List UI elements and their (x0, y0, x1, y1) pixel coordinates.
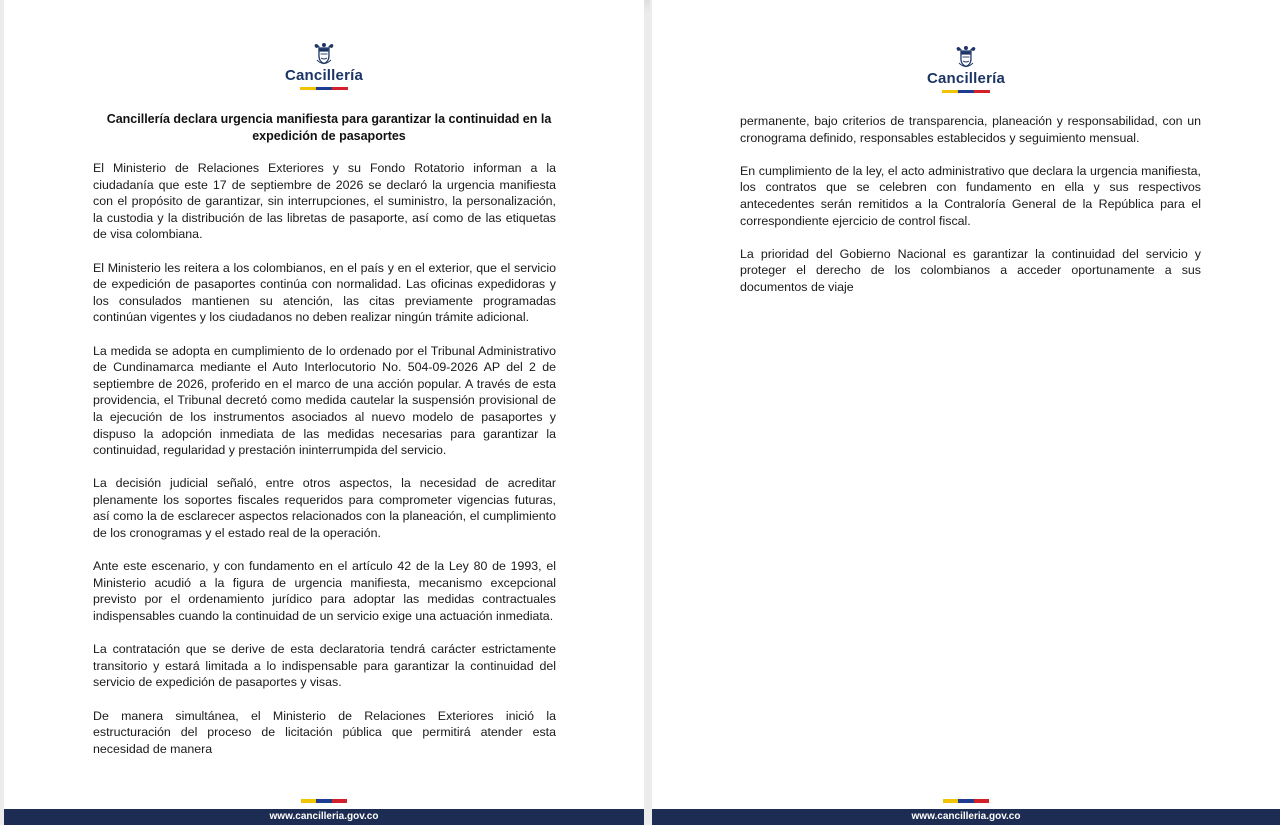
paragraph: En cumplimiento de la ley, el acto administrativo que declara la urgencia manifiesta, los contratos que se celebren con fundamento en ella y sus respectivos antecedentes serán remitidos a la Contraloría General de la República para el correspondiente ejercicio de control fiscal. (740, 163, 1201, 228)
press-release-title: Cancillería declara urgencia manifiesta para garantizar la continuidad en la expedición de pasaportes (106, 112, 552, 143)
colombia-coat-of-arms-icon (313, 42, 335, 66)
paragraph: La decisión judicial señaló, entre otros aspectos, la necesidad de acreditar plenamente los soportes fiscales requeridos para comprometer vigencias futuras, así como la de esclarecer aspectos relacionados con la planeación, el cumplimiento de los cronogramas y el estado real de la operación. (93, 476, 556, 541)
paragraph: La prioridad del Gobierno Nacional es garantizar la continuidad del servicio y proteger el derecho de los colombianos a acceder oportunamente a sus documentos de viaje (740, 246, 1201, 294)
logo-flag-stripe (300, 87, 348, 90)
press-release-body-page-2 (740, 113, 1201, 312)
document-page-1 (4, 0, 644, 825)
paragraph: El Ministerio de Relaciones Exteriores y su Fondo Rotatorio informan a la ciudadanía que este 17 de septiembre de 2026 se declaró la urgencia manifiesta con el propósito de garantizar, sin interrupciones, el suministro, la personalización, la custodia y la distribución de las libretas de pasaporte, así como de las etiquetas de visa colombiana. (93, 161, 556, 242)
footer-website: www.cancilleria.gov.co (652, 809, 1280, 825)
paragraph: permanente, bajo criterios de transparencia, planeación y responsabilidad, con un cronograma definido, responsables establecidos y seguimiento mensual. (740, 114, 1201, 145)
cancilleria-logo (285, 42, 363, 90)
logo-flag-stripe (942, 90, 990, 93)
paragraph: De manera simultánea, el Ministerio de Relaciones Exteriores inició la estructuración del proceso de licitación pública que permitirá atender esta necesidad de manera (93, 708, 556, 756)
press-release-body-page-1 (93, 160, 556, 774)
paragraph: Ante este escenario, y con fundamento en el artículo 42 de la Ley 80 de 1993, el Ministerio acudió a la figura de urgencia manifiesta, mecanismo excepcional previsto por el ordenamiento jurídico para adoptar las medidas contractuales indispensables cuando la continuidad de un servicio exige una actuación inmediata. (93, 559, 556, 624)
logo-wordmark: Cancillería (926, 70, 1006, 87)
colombia-coat-of-arms-icon (955, 45, 977, 69)
footer-website: www.cancilleria.gov.co (4, 809, 644, 825)
logo-wordmark: Cancillería (284, 67, 364, 84)
document-page-2 (652, 0, 1280, 825)
footer-flag-stripe (301, 799, 347, 803)
paragraph: La medida se adopta en cumplimiento de lo ordenado por el Tribunal Administrativo de Cundinamarca mediante el Auto Interlocutorio No. 504-09-2026 AP del 2 de septiembre de 2026, proferido en el marco de una acción popular. A través de esta providencia, el Tribunal decretó como medida cautelar la suspensión provisional de la ejecución de los instrumentos asociados al nuevo modelo de pasaportes y dispuso la adopción inmediata de las medidas necesarias para garantizar la continuidad, regularidad y prestación ininterrumpida del servicio. (93, 343, 556, 458)
paragraph: La contratación que se derive de esta declaratoria tendrá carácter estrictamente transitorio y estará limitada a lo indispensable para garantizar la continuidad del servicio de expedición de pasaportes y visas. (93, 642, 556, 690)
cancilleria-logo (927, 45, 1005, 93)
paragraph: El Ministerio les reitera a los colombianos, en el país y en el exterior, que el servicio de expedición de pasaportes continúa con normalidad. Las oficinas expedidoras y los consulados mantienen su atención, las citas previamente programadas continúan vigentes y los ciudadanos no deben realizar ningún trámite adicional. (93, 260, 556, 325)
footer-flag-stripe (943, 799, 989, 803)
